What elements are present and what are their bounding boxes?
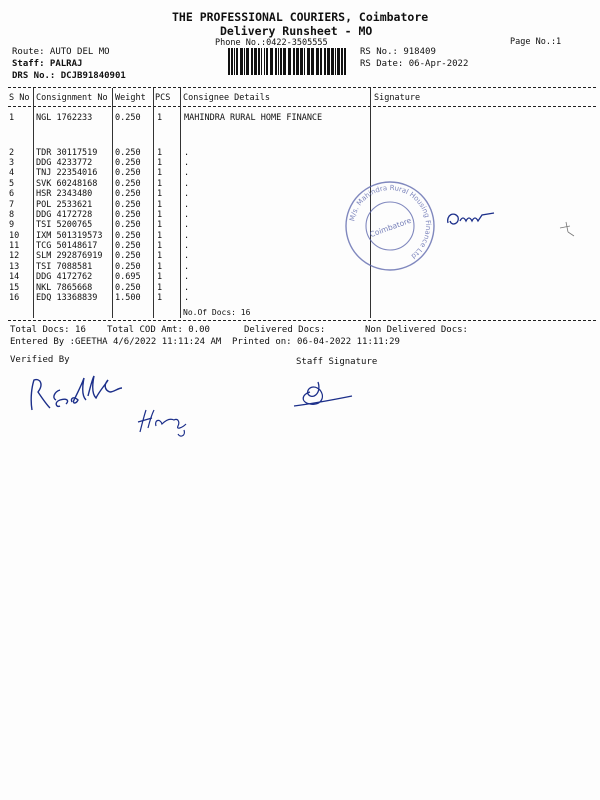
row-weight: 0.250 bbox=[115, 179, 141, 189]
row-consignee: . bbox=[184, 283, 190, 293]
non-delivered-docs: Non Delivered Docs: bbox=[365, 325, 468, 335]
row-weight: 0.250 bbox=[115, 251, 141, 261]
row-consignment-no: TDR 30117519 bbox=[36, 148, 98, 158]
row-consignment-no: POL 2533621 bbox=[36, 200, 93, 210]
row-pcs: 1 bbox=[157, 210, 163, 220]
row-consignment-no: NKL 7865668 bbox=[36, 283, 93, 293]
phone-number: Phone No.:0422-3505555 bbox=[215, 38, 328, 48]
delivered-docs: Delivered Docs: bbox=[244, 325, 326, 335]
row-sno: 12 bbox=[9, 251, 20, 261]
row-weight: 0.250 bbox=[115, 220, 141, 230]
row-sno: 4 bbox=[9, 168, 15, 178]
row-weight: 0.250 bbox=[115, 262, 141, 272]
row-sno: 8 bbox=[9, 210, 15, 220]
row-consignment-no: DDG 4233772 bbox=[36, 158, 93, 168]
table-top-rule bbox=[8, 87, 596, 88]
row-sno: 9 bbox=[9, 220, 15, 230]
row-pcs: 1 bbox=[157, 148, 163, 158]
row-consignee: . bbox=[184, 293, 190, 303]
row-pcs: 1 bbox=[157, 272, 163, 282]
row-sno: 2 bbox=[9, 148, 15, 158]
row-consignee: . bbox=[184, 168, 190, 178]
row-consignment-no: EDQ 13368839 bbox=[36, 293, 98, 303]
printed-on: Printed on: 06-04-2022 11:11:29 bbox=[232, 337, 400, 347]
row-consignment-no: TSI 5200765 bbox=[36, 220, 93, 230]
staff: Staff: PALRAJ bbox=[12, 59, 83, 69]
row-pcs: 1 bbox=[157, 220, 163, 230]
table-header bbox=[0, 93, 600, 104]
verified-by-label: Verified By bbox=[10, 355, 70, 365]
row-consignee: . bbox=[184, 220, 190, 230]
table-row bbox=[0, 189, 600, 200]
table-row bbox=[0, 113, 600, 124]
table-header-rule bbox=[8, 106, 596, 107]
row-consignment-no: DDG 4172762 bbox=[36, 272, 93, 282]
row-sno: 10 bbox=[9, 231, 20, 241]
row-consignment-no: TSI 7088581 bbox=[36, 262, 93, 272]
row-consignment-no: TNJ 22354016 bbox=[36, 168, 98, 178]
row-consignee: . bbox=[184, 158, 190, 168]
row-sno: 14 bbox=[9, 272, 20, 282]
row-consignment-no: DDG 4172728 bbox=[36, 210, 93, 220]
row-sno: 16 bbox=[9, 293, 20, 303]
row-consignee: . bbox=[184, 251, 190, 261]
document-title: Delivery Runsheet - MO bbox=[220, 24, 373, 38]
col-sno: S No bbox=[9, 93, 30, 103]
row-sno: 11 bbox=[9, 241, 20, 251]
col-weight: Weight bbox=[115, 93, 146, 103]
row-consignee: . bbox=[184, 210, 190, 220]
row-weight: 0.250 bbox=[115, 283, 141, 293]
staff-signature bbox=[292, 372, 358, 412]
row-sno: 13 bbox=[9, 262, 20, 272]
svg-text:Coimbatore: Coimbatore bbox=[368, 215, 413, 240]
row-weight: 0.250 bbox=[115, 113, 141, 123]
drs-number: DRS No.: DCJB91840901 bbox=[12, 71, 126, 81]
row-weight: 0.250 bbox=[115, 200, 141, 210]
row-pcs: 1 bbox=[157, 200, 163, 210]
col-signature: Signature bbox=[374, 93, 421, 103]
row-pcs: 1 bbox=[157, 241, 163, 251]
row-consignee: . bbox=[184, 262, 190, 272]
row-weight: 0.250 bbox=[115, 168, 141, 178]
row-consignee: . bbox=[184, 272, 190, 282]
row-consignee: . bbox=[184, 179, 190, 189]
col-consignment: Consignment No bbox=[36, 93, 108, 103]
row-weight: 0.250 bbox=[115, 148, 141, 158]
row-weight: 0.250 bbox=[115, 241, 141, 251]
row-consignment-no: TCG 50148617 bbox=[36, 241, 98, 251]
page-number: Page No.:1 bbox=[510, 37, 562, 47]
table-row bbox=[0, 251, 600, 262]
row-sno: 15 bbox=[9, 283, 20, 293]
scan-artifact bbox=[556, 218, 580, 242]
row-sno: 3 bbox=[9, 158, 15, 168]
row-consignment-no: HSR 2343480 bbox=[36, 189, 93, 199]
row-weight: 0.695 bbox=[115, 272, 141, 282]
col-consignee: Consignee Details bbox=[183, 93, 270, 103]
entered-by: Entered By :GEETHA 4/6/2022 11:11:24 AM bbox=[10, 337, 222, 347]
row-consignee: . bbox=[184, 148, 190, 158]
row-pcs: 1 bbox=[157, 189, 163, 199]
total-cod-amount: Total COD Amt: 0.00 bbox=[107, 325, 210, 335]
rs-date: RS Date: 06-Apr-2022 bbox=[360, 59, 469, 69]
row-consignment-no: SLM 292876919 bbox=[36, 251, 103, 261]
company-stamp bbox=[342, 178, 438, 274]
row-pcs: 1 bbox=[157, 113, 163, 123]
barcode-image bbox=[228, 48, 346, 75]
second-verifier-signature bbox=[134, 400, 194, 440]
row-consignment-no: IXM 501319573 bbox=[36, 231, 103, 241]
svg-text:M/s. Mahindra Rural Housing Fi: M/s. Mahindra Rural Housing Finance Ltd bbox=[348, 183, 433, 261]
row-weight: 0.250 bbox=[115, 189, 141, 199]
row-pcs: 1 bbox=[157, 158, 163, 168]
row-weight: 0.250 bbox=[115, 210, 141, 220]
row-sno: 5 bbox=[9, 179, 15, 189]
no-of-docs: No.Of Docs: 16 bbox=[183, 308, 251, 317]
row-pcs: 1 bbox=[157, 231, 163, 241]
rs-number: RS No.: 918409 bbox=[360, 47, 436, 57]
table-row bbox=[0, 168, 600, 179]
row-consignee: . bbox=[184, 231, 190, 241]
row-sno: 7 bbox=[9, 200, 15, 210]
row-sno: 6 bbox=[9, 189, 15, 199]
row-pcs: 1 bbox=[157, 262, 163, 272]
company-name: THE PROFESSIONAL COURIERS, Coimbatore bbox=[172, 10, 429, 24]
table-row bbox=[0, 220, 600, 231]
handwritten-signature-stamp-area bbox=[444, 205, 504, 235]
row-consignee: MAHINDRA RURAL HOME FINANCE bbox=[184, 113, 323, 123]
row-sno: 1 bbox=[9, 113, 15, 123]
route: Route: AUTO DEL MO bbox=[12, 47, 110, 57]
row-weight: 0.250 bbox=[115, 231, 141, 241]
row-pcs: 1 bbox=[157, 251, 163, 261]
total-docs: Total Docs: 16 bbox=[10, 325, 86, 335]
row-consignment-no: SVK 60248168 bbox=[36, 179, 98, 189]
row-pcs: 1 bbox=[157, 179, 163, 189]
row-pcs: 1 bbox=[157, 283, 163, 293]
table-row bbox=[0, 293, 600, 304]
row-consignee: . bbox=[184, 200, 190, 210]
staff-signature-label: Staff Signature bbox=[296, 357, 378, 367]
table-bottom-rule bbox=[8, 320, 596, 321]
col-pcs: PCS bbox=[155, 93, 171, 103]
row-consignee: . bbox=[184, 189, 190, 199]
row-pcs: 1 bbox=[157, 293, 163, 303]
row-consignment-no: NGL 1762233 bbox=[36, 113, 93, 123]
row-weight: 0.250 bbox=[115, 158, 141, 168]
row-weight: 1.500 bbox=[115, 293, 141, 303]
row-consignee: . bbox=[184, 241, 190, 251]
row-pcs: 1 bbox=[157, 168, 163, 178]
table-row bbox=[0, 272, 600, 283]
